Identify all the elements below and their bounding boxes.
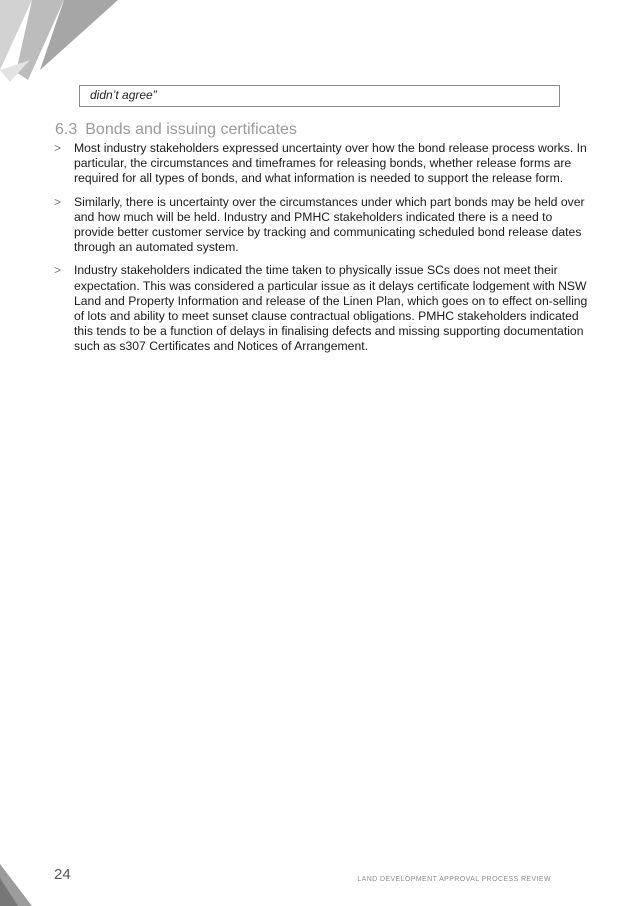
section-title: Bonds and issuing certificates [85,121,297,138]
bullet-marker-icon: > [54,263,62,278]
bullet-text: Industry stakeholders indicated the time taken to physically issue SCs does not meet their expectation. This was considered a particular issue as it delays certificate lodgement with NSW Land and Property Information and release of the Linen Plan, which goes on to effect on-selling of lots and ability to meet sunset clause contractual obligations. PMHC stakeholders indicated this tends to be a function of delays in finalising defects and missing supporting documentation such as s307 Certificates and Notices of Arrangement. [74,263,588,354]
list-item [54,195,594,256]
corner-decoration-graphic [0,864,40,906]
bullet-marker-icon: > [54,194,62,209]
section-heading [55,121,297,139]
list-item [54,141,594,187]
corner-decoration-graphic [0,0,120,90]
section-number: 6.3 [55,121,78,138]
quote-box [79,85,560,107]
bullet-text: Similarly, there is uncertainty over the circumstances under which part bonds may be held over and how much will be held. Industry and PMHC stakeholders indicated there is a need to provide better customer service by tracking and communicating scheduled bond release dates through an automated system. [74,194,585,255]
bullet-text: Most industry stakeholders expressed uncertainty over how the bond release process works. In particular, the circumstances and timeframes for releasing bonds, whether release forms are required for all types of bonds, and what information is needed to support the release form. [74,141,587,186]
quote-text: didn’t agree” [90,88,157,102]
page-number: 24 [54,866,71,883]
bullet-list [54,141,594,363]
list-item [54,263,594,354]
footer-document-title: LAND DEVELOPMENT APPROVAL PROCESS REVIEW [357,876,551,883]
bullet-marker-icon: > [54,141,62,155]
